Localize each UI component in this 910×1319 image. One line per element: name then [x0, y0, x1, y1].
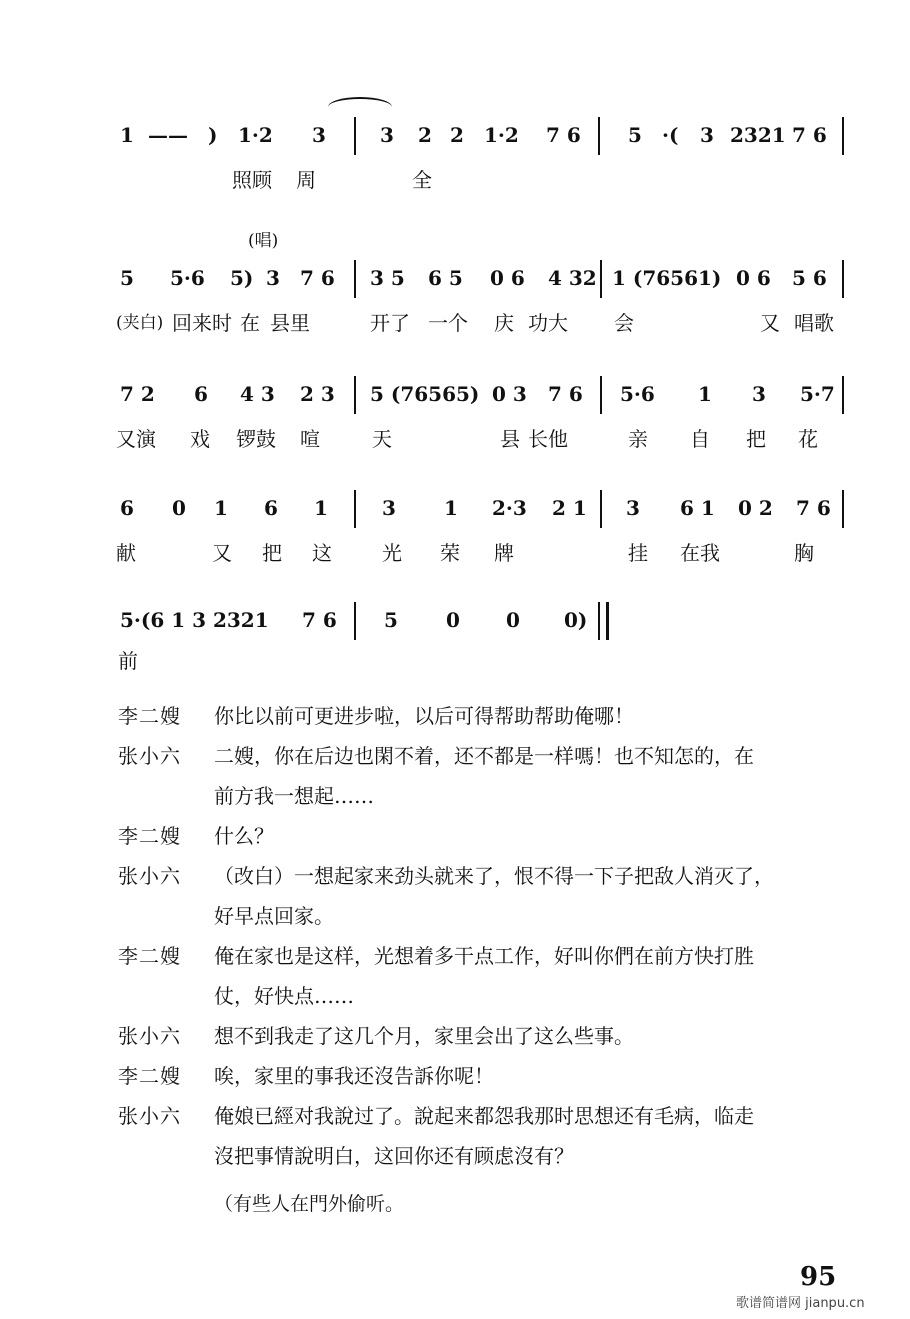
note: 1 (76561) — [612, 266, 722, 290]
note: 5 — [384, 608, 398, 632]
lyric: 胸 — [794, 541, 814, 565]
lyric: 县里 — [270, 311, 310, 335]
note: 2·3 — [492, 496, 527, 520]
speaker-name: 李二嫂 — [118, 824, 181, 848]
note: 0) — [564, 608, 588, 632]
note: 5) — [230, 266, 254, 290]
dialogue-line — [118, 1056, 878, 1096]
note: 0 2 — [738, 496, 773, 520]
lyric: 全 — [412, 168, 432, 192]
speech-continuation: 好早点回家。 — [214, 904, 334, 928]
dialogue-line — [118, 936, 878, 976]
lyric: 花 — [798, 427, 818, 451]
lyric: 周 — [296, 168, 316, 192]
note: 3 — [626, 496, 640, 520]
note: 5 — [120, 266, 134, 290]
note: 7 6 — [302, 608, 337, 632]
bar-line — [600, 490, 602, 528]
note: 7 6 — [546, 123, 581, 147]
lyric: 功大 — [528, 311, 568, 335]
lyrics-line — [0, 646, 910, 676]
bar-line — [842, 117, 844, 155]
note: 1 — [314, 496, 328, 520]
speech-text: 俺娘已經对我說过了。說起来都怨我那时思想还有毛病，临走 — [214, 1104, 754, 1128]
note: 3 5 — [370, 266, 405, 290]
note: ) — [208, 123, 218, 147]
note: 7 6 — [300, 266, 335, 290]
note: 5·6 — [170, 266, 205, 290]
dialogue-line — [118, 856, 878, 896]
lyric: 又演 — [116, 427, 156, 451]
lyric: 牌 — [494, 541, 514, 565]
bar-line — [842, 260, 844, 298]
lyric: 戏 — [190, 427, 210, 451]
lyrics-line — [0, 424, 910, 454]
bar-line — [354, 602, 356, 640]
lyric: 前 — [118, 649, 138, 673]
lyric: 把 — [746, 427, 766, 451]
speech-text: 二嫂，你在后边也閑不着，还不都是一样嗎！也不知怎的，在 — [214, 744, 754, 768]
speech-text: 你比以前可更进步啦，以后可得帮助帮助俺哪！ — [214, 704, 634, 728]
lyric: 在 — [240, 311, 260, 335]
note: 5 6 — [792, 266, 827, 290]
speech-text: （改白）一想起家来劲头就来了，恨不得一下子把敌人消灭了， — [214, 864, 774, 888]
note: 0 — [172, 496, 186, 520]
note: 3 — [266, 266, 280, 290]
speaker-name: 李二嫂 — [118, 944, 181, 968]
notes-line — [0, 488, 910, 528]
note: 4 32 — [548, 266, 597, 290]
speech-text: 什么？ — [214, 824, 274, 848]
page-number: 95 — [800, 1262, 837, 1292]
bar-line — [354, 260, 356, 298]
speaker-name: 李二嫂 — [118, 1064, 181, 1088]
note: 2 3 — [300, 382, 335, 406]
bar-line — [600, 376, 602, 414]
lyric: 照顾 — [232, 168, 272, 192]
note: 2 1 — [552, 496, 587, 520]
note: 0 — [446, 608, 460, 632]
bar-line — [842, 376, 844, 414]
dialogue-line — [118, 696, 878, 736]
note: 0 3 — [492, 382, 527, 406]
note: 0 6 — [490, 266, 525, 290]
lyric: 唱歌 — [794, 311, 834, 335]
lyric: 又 — [212, 541, 232, 565]
lyric: 这 — [312, 541, 332, 565]
bar-line — [354, 376, 356, 414]
lyric: 会 — [614, 311, 634, 335]
lyric: 在我 — [680, 541, 720, 565]
lyric: 庆 — [494, 311, 514, 335]
note: 7 6 — [548, 382, 583, 406]
bar-line — [842, 490, 844, 528]
lyrics-line — [0, 538, 910, 568]
lyric: 长他 — [528, 427, 568, 451]
notes-line — [0, 115, 910, 155]
note: 7 6 — [792, 123, 827, 147]
stage-direction: （有些人在門外偷听。 — [214, 1193, 405, 1215]
bar-line — [600, 260, 602, 298]
note: 1 — [698, 382, 712, 406]
lyric: (夹白) — [116, 313, 164, 333]
speaker-name: 张小六 — [118, 864, 181, 888]
speech-text: 俺在家也是这样，光想着多干点工作，好叫你們在前方快打胜 — [214, 944, 754, 968]
lyric: 一个 — [428, 311, 468, 335]
watermark: 歌谱简谱网 jianpu.cn — [736, 1296, 865, 1311]
note: 2 — [450, 123, 464, 147]
lyric: 县 — [500, 427, 520, 451]
note: 7 6 — [796, 496, 831, 520]
note: 0 — [506, 608, 520, 632]
speech-text: 想不到我走了这几个月，家里会出了这么些事。 — [214, 1024, 634, 1048]
note: 5·6 — [620, 382, 655, 406]
note: 3 — [380, 123, 394, 147]
notes-line — [0, 600, 910, 640]
note: 3 — [752, 382, 766, 406]
lyric: 天 — [372, 427, 392, 451]
note: 1·2 — [238, 123, 273, 147]
note: 0 6 — [736, 266, 771, 290]
dialogue-line — [118, 1016, 878, 1056]
lyric: 挂 — [628, 541, 648, 565]
notes-line — [0, 374, 910, 414]
lyrics-line — [0, 308, 910, 338]
note: 6 — [194, 382, 208, 406]
notes-line — [0, 258, 910, 298]
lyric: 喧 — [300, 427, 320, 451]
lyric: 亲 — [628, 427, 648, 451]
speaker-name: 张小六 — [118, 744, 181, 768]
lyric: 回来时 — [172, 311, 232, 335]
note: 6 1 — [680, 496, 715, 520]
note: 1 — [444, 496, 458, 520]
lyric: 把 — [262, 541, 282, 565]
speech-text: 唉，家里的事我还沒告訴你呢！ — [214, 1064, 494, 1088]
speech-continuation: 仗，好快点…… — [214, 984, 354, 1008]
note: 4 3 — [240, 382, 275, 406]
dialogue-line — [118, 816, 878, 856]
note: 2321 — [730, 123, 786, 147]
note: 6 — [120, 496, 134, 520]
lyric: 开了 — [370, 311, 410, 335]
note: 3 — [382, 496, 396, 520]
note: 2 — [418, 123, 432, 147]
lyric: 自 — [690, 427, 710, 451]
note: 7 2 — [120, 382, 155, 406]
note: 5 — [628, 123, 642, 147]
note: —— — [148, 123, 188, 147]
note: 1 — [120, 123, 134, 147]
lyric: 锣鼓 — [236, 427, 276, 451]
lyrics-line — [0, 165, 910, 195]
dialogue-section — [118, 696, 878, 1224]
speaker-name: 张小六 — [118, 1024, 181, 1048]
speaker-name: 李二嫂 — [118, 704, 181, 728]
speaker-name: 张小六 — [118, 1104, 181, 1128]
dialogue-line — [118, 736, 878, 776]
note: ·( — [662, 123, 679, 147]
sing-label: (唱) — [248, 231, 279, 251]
speech-continuation: 沒把事情說明白，这回你还有顾虑沒有？ — [214, 1144, 574, 1168]
lyric: 又 — [760, 311, 780, 335]
note: 5·7 — [800, 382, 835, 406]
bar-line — [598, 117, 600, 155]
lyric: 献 — [116, 541, 136, 565]
note: 3 — [312, 123, 326, 147]
note: 1·2 — [484, 123, 519, 147]
bar-line — [354, 117, 356, 155]
lyric: 荣 — [440, 541, 460, 565]
note: 6 5 — [428, 266, 463, 290]
note: 5 (76565) — [370, 382, 480, 406]
dialogue-line — [118, 1096, 878, 1136]
note: 3 — [700, 123, 714, 147]
bar-line — [354, 490, 356, 528]
final-bar-line — [598, 602, 609, 640]
note: 5·(6 1 3 2321 — [120, 608, 269, 632]
lyric: 光 — [382, 541, 402, 565]
note: 6 — [264, 496, 278, 520]
speech-continuation: 前方我一想起…… — [214, 784, 374, 808]
note: 1 — [214, 496, 228, 520]
slur-mark — [328, 97, 392, 117]
